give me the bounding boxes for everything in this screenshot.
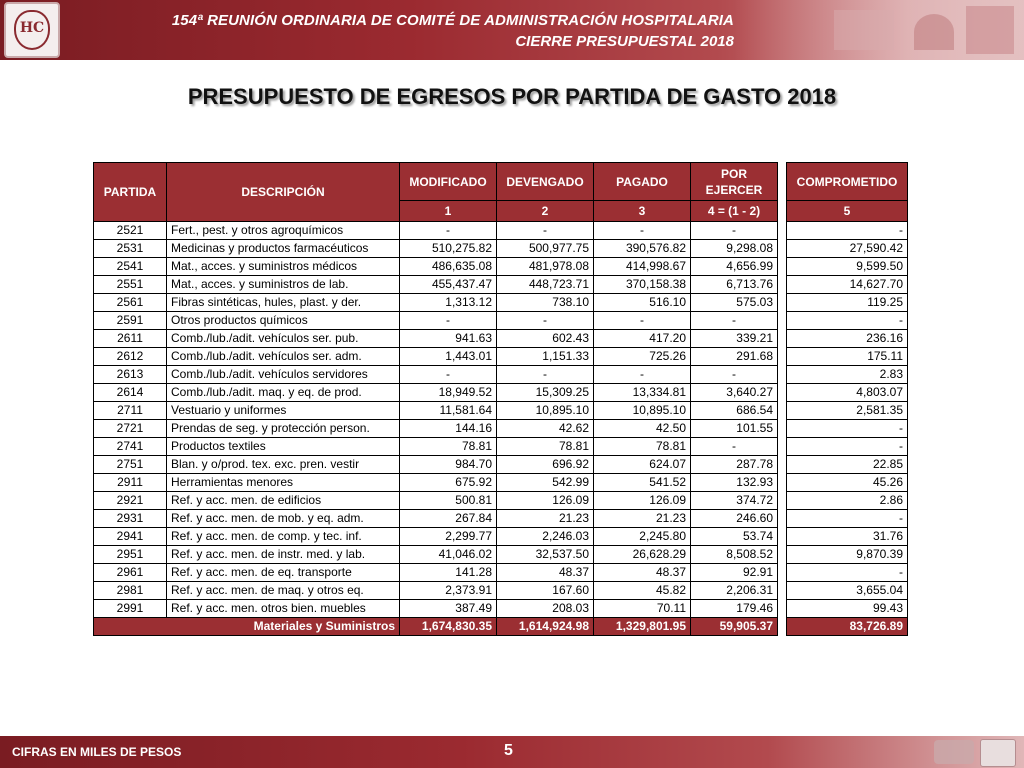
- column-gap: [778, 582, 787, 600]
- cell-modificado: 18,949.52: [400, 384, 497, 402]
- cell-partida: 2951: [94, 546, 167, 564]
- cell-descripcion: Ref. y acc. men. de instr. med. y lab.: [167, 546, 400, 564]
- table-row: [94, 474, 908, 492]
- cell-descripcion: Comb./lub./adit. maq. y eq. de prod.: [167, 384, 400, 402]
- hospital-emblem-icon: [980, 739, 1016, 767]
- table-total-row: [94, 618, 908, 636]
- column-gap: [778, 366, 787, 384]
- cell-descripcion: Vestuario y uniformes: [167, 402, 400, 420]
- cell-comprometido: 175.11: [787, 348, 908, 366]
- cell-partida: 2931: [94, 510, 167, 528]
- cell-comprometido: 3,655.04: [787, 582, 908, 600]
- total-devengado: 1,614,924.98: [497, 618, 594, 636]
- cell-comprometido: 9,870.39: [787, 546, 908, 564]
- subheader-modificado: 1: [400, 201, 497, 222]
- cell-partida: 2591: [94, 312, 167, 330]
- table-row: [94, 312, 908, 330]
- header-modificado: MODIFICADO: [400, 163, 497, 201]
- cell-descripcion: Ref. y acc. men. de eq. transporte: [167, 564, 400, 582]
- cell-modificado: 2,373.91: [400, 582, 497, 600]
- cell-pagado: 2,245.80: [594, 528, 691, 546]
- column-gap: [778, 510, 787, 528]
- cell-partida: 2981: [94, 582, 167, 600]
- cell-comprometido: 27,590.42: [787, 240, 908, 258]
- cell-partida: 2611: [94, 330, 167, 348]
- cell-descripcion: Mat., acces. y suministros médicos: [167, 258, 400, 276]
- column-gap: [778, 384, 787, 402]
- cell-partida: 2911: [94, 474, 167, 492]
- cell-devengado: 32,537.50: [497, 546, 594, 564]
- cell-comprometido: 31.76: [787, 528, 908, 546]
- cell-comprometido: -: [787, 510, 908, 528]
- column-gap: [778, 564, 787, 582]
- cell-pagado: 541.52: [594, 474, 691, 492]
- column-gap: [778, 474, 787, 492]
- column-gap: [778, 348, 787, 366]
- table-row: [94, 240, 908, 258]
- cell-descripcion: Comb./lub./adit. vehículos ser. pub.: [167, 330, 400, 348]
- cell-por-ejercer: 339.21: [691, 330, 778, 348]
- cell-devengado: 1,151.33: [497, 348, 594, 366]
- cell-comprometido: -: [787, 222, 908, 240]
- cell-por-ejercer: 179.46: [691, 600, 778, 618]
- cell-devengado: 48.37: [497, 564, 594, 582]
- cell-por-ejercer: 374.72: [691, 492, 778, 510]
- cell-pagado: 78.81: [594, 438, 691, 456]
- header-descripcion: DESCRIPCIÓN: [167, 163, 400, 222]
- cell-comprometido: 2.86: [787, 492, 908, 510]
- cell-comprometido: 22.85: [787, 456, 908, 474]
- cell-descripcion: Comb./lub./adit. vehículos ser. adm.: [167, 348, 400, 366]
- header-subtitle: CIERRE PRESUPUESTAL 2018: [515, 33, 734, 50]
- cell-modificado: 1,313.12: [400, 294, 497, 312]
- cell-comprometido: -: [787, 312, 908, 330]
- cell-partida: 2614: [94, 384, 167, 402]
- cell-comprometido: -: [787, 420, 908, 438]
- cell-pagado: -: [594, 312, 691, 330]
- cell-modificado: 455,437.47: [400, 276, 497, 294]
- cell-por-ejercer: 6,713.76: [691, 276, 778, 294]
- header-meeting-title: 154ª REUNIÓN ORDINARIA DE COMITÉ DE ADMINISTRACIÓN HOSPITALARIA: [171, 12, 734, 29]
- cell-por-ejercer: 9,298.08: [691, 240, 778, 258]
- header-comprometido: COMPROMETIDO: [787, 163, 908, 201]
- column-gap: [778, 492, 787, 510]
- column-gap: [778, 456, 787, 474]
- table-row: [94, 600, 908, 618]
- header-banner: [0, 0, 1024, 60]
- cell-pagado: -: [594, 366, 691, 384]
- column-gap: [778, 618, 787, 636]
- cell-partida: 2741: [94, 438, 167, 456]
- header-partida: PARTIDA: [94, 163, 167, 222]
- cell-partida: 2613: [94, 366, 167, 384]
- total-por-ejercer: 59,905.37: [691, 618, 778, 636]
- cell-comprometido: 99.43: [787, 600, 908, 618]
- cell-comprometido: -: [787, 564, 908, 582]
- cell-modificado: 941.63: [400, 330, 497, 348]
- cell-modificado: 984.70: [400, 456, 497, 474]
- cell-descripcion: Fibras sintéticas, hules, plast. y der.: [167, 294, 400, 312]
- cell-descripcion: Comb./lub./adit. vehículos servidores: [167, 366, 400, 384]
- cell-devengado: 21.23: [497, 510, 594, 528]
- cell-devengado: 10,895.10: [497, 402, 594, 420]
- header-pagado: PAGADO: [594, 163, 691, 201]
- table-row: [94, 348, 908, 366]
- cell-modificado: -: [400, 366, 497, 384]
- table-row: [94, 438, 908, 456]
- cell-descripcion: Productos textiles: [167, 438, 400, 456]
- cell-por-ejercer: 53.74: [691, 528, 778, 546]
- cell-descripcion: Ref. y acc. men. de edificios: [167, 492, 400, 510]
- cell-comprometido: 119.25: [787, 294, 908, 312]
- cell-por-ejercer: -: [691, 438, 778, 456]
- cell-partida: 2711: [94, 402, 167, 420]
- column-gap: [778, 438, 787, 456]
- subheader-por-ejercer: 4 = (1 - 2): [691, 201, 778, 222]
- cell-devengado: 500,977.75: [497, 240, 594, 258]
- cell-por-ejercer: 575.03: [691, 294, 778, 312]
- cell-por-ejercer: 101.55: [691, 420, 778, 438]
- cell-por-ejercer: -: [691, 366, 778, 384]
- cell-descripcion: Blan. y o/prod. tex. exc. pren. vestir: [167, 456, 400, 474]
- cell-pagado: 516.10: [594, 294, 691, 312]
- table-header-row: [94, 163, 908, 201]
- cell-partida: 2921: [94, 492, 167, 510]
- cell-modificado: 78.81: [400, 438, 497, 456]
- cell-descripcion: Medicinas y productos farmacéuticos: [167, 240, 400, 258]
- cell-devengado: 42.62: [497, 420, 594, 438]
- cell-comprometido: 4,803.07: [787, 384, 908, 402]
- table-row: [94, 294, 908, 312]
- cell-por-ejercer: 246.60: [691, 510, 778, 528]
- cell-pagado: 45.82: [594, 582, 691, 600]
- cell-modificado: 510,275.82: [400, 240, 497, 258]
- column-gap: [778, 240, 787, 258]
- column-gap: [778, 528, 787, 546]
- cell-pagado: 725.26: [594, 348, 691, 366]
- table-row: [94, 528, 908, 546]
- table-row: [94, 510, 908, 528]
- table-row: [94, 456, 908, 474]
- table-row: [94, 402, 908, 420]
- budget-table: [93, 162, 908, 636]
- cell-devengado: -: [497, 366, 594, 384]
- cell-pagado: -: [594, 222, 691, 240]
- table-row: [94, 564, 908, 582]
- cell-devengado: 602.43: [497, 330, 594, 348]
- cell-pagado: 390,576.82: [594, 240, 691, 258]
- cell-descripcion: Ref. y acc. men. otros bien. muebles: [167, 600, 400, 618]
- cell-por-ejercer: -: [691, 222, 778, 240]
- cell-pagado: 624.07: [594, 456, 691, 474]
- cell-pagado: 21.23: [594, 510, 691, 528]
- column-gap: [778, 402, 787, 420]
- cell-pagado: 48.37: [594, 564, 691, 582]
- cell-partida: 2551: [94, 276, 167, 294]
- cell-devengado: 738.10: [497, 294, 594, 312]
- header-devengado: DEVENGADO: [497, 163, 594, 201]
- cell-devengado: 15,309.25: [497, 384, 594, 402]
- cell-por-ejercer: 291.68: [691, 348, 778, 366]
- cell-devengado: 696.92: [497, 456, 594, 474]
- hospital-icon: [966, 6, 1014, 54]
- cell-partida: 2941: [94, 528, 167, 546]
- table-body: [94, 222, 908, 618]
- column-gap: [778, 600, 787, 618]
- cell-devengado: -: [497, 222, 594, 240]
- cell-modificado: 41,046.02: [400, 546, 497, 564]
- cell-devengado: -: [497, 312, 594, 330]
- subheader-devengado: 2: [497, 201, 594, 222]
- cell-comprometido: 14,627.70: [787, 276, 908, 294]
- cell-descripcion: Ref. y acc. men. de maq. y otros eq.: [167, 582, 400, 600]
- cell-descripcion: Mat., acces. y suministros de lab.: [167, 276, 400, 294]
- cell-por-ejercer: 287.78: [691, 456, 778, 474]
- total-label: Materiales y Suministros: [94, 618, 400, 636]
- column-gap: [778, 294, 787, 312]
- cell-por-ejercer: 8,508.52: [691, 546, 778, 564]
- cell-modificado: 675.92: [400, 474, 497, 492]
- cell-modificado: -: [400, 312, 497, 330]
- cell-pagado: 414,998.67: [594, 258, 691, 276]
- header-por-ejercer: POR EJERCER: [691, 163, 778, 201]
- cell-descripcion: Fert., pest. y otros agroquímicos: [167, 222, 400, 240]
- cell-por-ejercer: 92.91: [691, 564, 778, 582]
- logo-monogram: HC: [19, 20, 45, 36]
- cell-pagado: 70.11: [594, 600, 691, 618]
- cell-devengado: 167.60: [497, 582, 594, 600]
- table-row: [94, 276, 908, 294]
- cell-comprometido: 236.16: [787, 330, 908, 348]
- cell-partida: 2961: [94, 564, 167, 582]
- table-row: [94, 366, 908, 384]
- dome-icon: [914, 14, 954, 50]
- table-row: [94, 222, 908, 240]
- cell-pagado: 370,158.38: [594, 276, 691, 294]
- cell-partida: 2541: [94, 258, 167, 276]
- cell-por-ejercer: 3,640.27: [691, 384, 778, 402]
- building-icon: [834, 10, 894, 50]
- cell-modificado: 267.84: [400, 510, 497, 528]
- subheader-comprometido: 5: [787, 201, 908, 222]
- cell-partida: 2531: [94, 240, 167, 258]
- table-row: [94, 258, 908, 276]
- cell-modificado: -: [400, 222, 497, 240]
- cell-modificado: 387.49: [400, 600, 497, 618]
- university-logo: [4, 2, 60, 58]
- cell-devengado: 2,246.03: [497, 528, 594, 546]
- cell-descripcion: Ref. y acc. men. de comp. y tec. inf.: [167, 528, 400, 546]
- table-row: [94, 420, 908, 438]
- cell-partida: 2751: [94, 456, 167, 474]
- page-number: 5: [504, 742, 513, 759]
- cell-modificado: 1,443.01: [400, 348, 497, 366]
- cell-devengado: 448,723.71: [497, 276, 594, 294]
- cell-descripcion: Ref. y acc. men. de mob. y eq. adm.: [167, 510, 400, 528]
- cell-por-ejercer: 2,206.31: [691, 582, 778, 600]
- cell-devengado: 208.03: [497, 600, 594, 618]
- cell-modificado: 141.28: [400, 564, 497, 582]
- cell-partida: 2612: [94, 348, 167, 366]
- column-gap: [778, 420, 787, 438]
- cell-devengado: 126.09: [497, 492, 594, 510]
- column-gap: [778, 258, 787, 276]
- cell-pagado: 26,628.29: [594, 546, 691, 564]
- total-comprometido: 83,726.89: [787, 618, 908, 636]
- column-gap: [778, 222, 787, 240]
- cell-por-ejercer: -: [691, 312, 778, 330]
- cell-descripcion: Prendas de seg. y protección person.: [167, 420, 400, 438]
- cell-partida: 2991: [94, 600, 167, 618]
- cell-descripcion: Otros productos químicos: [167, 312, 400, 330]
- table-row: [94, 582, 908, 600]
- cell-devengado: 481,978.08: [497, 258, 594, 276]
- cell-por-ejercer: 686.54: [691, 402, 778, 420]
- cell-partida: 2561: [94, 294, 167, 312]
- footer-banner: [0, 736, 1024, 768]
- cell-pagado: 13,334.81: [594, 384, 691, 402]
- table-row: [94, 546, 908, 564]
- cell-pagado: 10,895.10: [594, 402, 691, 420]
- cell-pagado: 417.20: [594, 330, 691, 348]
- column-gap: [778, 276, 787, 294]
- cell-modificado: 2,299.77: [400, 528, 497, 546]
- cell-devengado: 542.99: [497, 474, 594, 492]
- cell-modificado: 500.81: [400, 492, 497, 510]
- cell-comprometido: 2.83: [787, 366, 908, 384]
- column-gap: [778, 312, 787, 330]
- cell-modificado: 11,581.64: [400, 402, 497, 420]
- cell-partida: 2521: [94, 222, 167, 240]
- cell-descripcion: Herramientas menores: [167, 474, 400, 492]
- cell-pagado: 126.09: [594, 492, 691, 510]
- table-row: [94, 330, 908, 348]
- total-modificado: 1,674,830.35: [400, 618, 497, 636]
- table-row: [94, 384, 908, 402]
- cell-comprometido: 45.26: [787, 474, 908, 492]
- subheader-pagado: 3: [594, 201, 691, 222]
- footer-units-note: CIFRAS EN MILES DE PESOS: [12, 745, 182, 759]
- cell-comprometido: 9,599.50: [787, 258, 908, 276]
- column-gap: [778, 546, 787, 564]
- cell-por-ejercer: 132.93: [691, 474, 778, 492]
- institution-emblem-icon: [934, 740, 974, 764]
- cell-comprometido: 2,581.35: [787, 402, 908, 420]
- cell-partida: 2721: [94, 420, 167, 438]
- cell-comprometido: -: [787, 438, 908, 456]
- column-gap: [778, 163, 787, 222]
- cell-por-ejercer: 4,656.99: [691, 258, 778, 276]
- table-row: [94, 492, 908, 510]
- page-title: PRESUPUESTO DE EGRESOS POR PARTIDA DE GASTO 2018: [187, 84, 837, 109]
- cell-devengado: 78.81: [497, 438, 594, 456]
- column-gap: [778, 330, 787, 348]
- cell-pagado: 42.50: [594, 420, 691, 438]
- total-pagado: 1,329,801.95: [594, 618, 691, 636]
- cell-modificado: 144.16: [400, 420, 497, 438]
- header-decoration-image: [734, 0, 1024, 60]
- cell-modificado: 486,635.08: [400, 258, 497, 276]
